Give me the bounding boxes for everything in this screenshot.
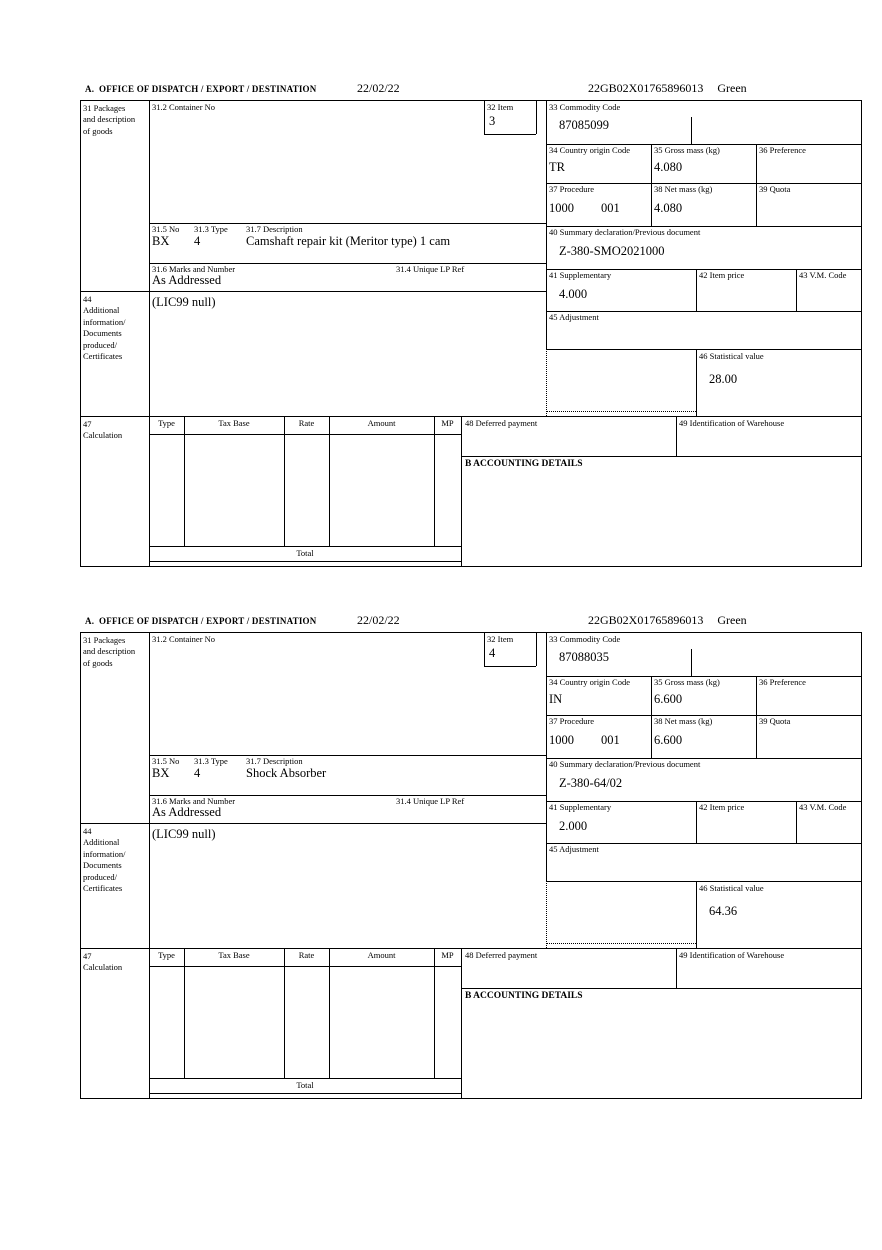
calc-type-header: Type bbox=[158, 950, 175, 960]
calc-table-bottom-border bbox=[149, 1093, 461, 1094]
calc-amount-header: Amount bbox=[367, 418, 396, 428]
net-mass-label: 38 Net mass (kg) bbox=[654, 184, 713, 194]
description-label: 31.7 Description bbox=[246, 756, 303, 766]
container-no-label: 31.2 Container No bbox=[152, 634, 216, 644]
statistical-value-label: 46 Statistical value bbox=[699, 351, 764, 361]
total-row-top-line bbox=[149, 546, 461, 547]
net-mass-label: 38 Net mass (kg) bbox=[654, 716, 713, 726]
item-price-label: 42 Item price bbox=[699, 270, 745, 280]
commodity-code-label: 33 Commodity Code bbox=[549, 634, 621, 644]
box47-number: 47 bbox=[83, 951, 92, 961]
item-cell-right-border bbox=[536, 101, 537, 134]
section-header bbox=[0, 80, 882, 100]
item-price-label: 42 Item price bbox=[699, 802, 745, 812]
date-value: 22/02/22 bbox=[357, 613, 400, 627]
accounting-details-label: B ACCOUNTING DETAILS bbox=[465, 459, 583, 469]
date-value: 22/02/22 bbox=[357, 81, 400, 95]
statistical-box-left-border bbox=[696, 349, 697, 416]
calculation-row-top-line bbox=[81, 416, 861, 417]
col-line bbox=[696, 269, 697, 311]
deferred-payment-label: 48 Deferred payment bbox=[465, 950, 538, 960]
statistical-dotted-left-border bbox=[546, 349, 547, 416]
procedure-label: 37 Procedure bbox=[549, 184, 595, 194]
vm-code-label: 43 V.M. Code bbox=[799, 270, 847, 280]
additional-info-value: (LIC99 null) bbox=[152, 295, 216, 309]
procedure-extension-value: 001 bbox=[601, 733, 620, 747]
container-no-label: 31.2 Container No bbox=[152, 102, 216, 112]
procedure-value: 1000 bbox=[549, 733, 574, 747]
calc-type-header: Type bbox=[158, 418, 175, 428]
commodity-code-subdivision-tick bbox=[691, 117, 692, 144]
supplementary-label: 41 Supplementary bbox=[549, 270, 612, 280]
country-origin-value: TR bbox=[549, 160, 565, 174]
col-line bbox=[651, 676, 652, 758]
declaration-item-section bbox=[0, 80, 882, 590]
box31-label: 31 Packages and description of goods bbox=[83, 635, 136, 668]
routing-value: Green bbox=[717, 613, 747, 627]
preference-label: 36 Preference bbox=[759, 145, 806, 155]
item-number-value: 3 bbox=[489, 114, 496, 128]
packages-type-label: 31.3 Type bbox=[194, 224, 228, 234]
mrn-value: 22GB02X01765896013 bbox=[588, 81, 704, 95]
accounting-top-line bbox=[461, 988, 861, 989]
packages-no-value: BX bbox=[152, 234, 170, 248]
calc-rate-header: Rate bbox=[298, 950, 315, 960]
item-cell-left-border bbox=[484, 633, 485, 666]
office-of-dispatch-label: A. OFFICE OF DISPATCH / EXPORT / DESTINATION bbox=[85, 84, 317, 94]
col-line bbox=[756, 676, 757, 758]
item-cell-bottom-border bbox=[484, 134, 536, 135]
row-line bbox=[81, 291, 546, 292]
item-cell-left-border bbox=[484, 101, 485, 134]
marks-and-number-label: 31.6 Marks and Number bbox=[152, 264, 236, 274]
adjustment-label: 45 Adjustment bbox=[549, 312, 599, 322]
gross-mass-value: 6.600 bbox=[654, 692, 683, 706]
additional-info-value: (LIC99 null) bbox=[152, 827, 216, 841]
goods-description-value: Camshaft repair kit (Meritor type) 1 cam bbox=[246, 234, 451, 248]
procedure-label: 37 Procedure bbox=[549, 716, 595, 726]
box44-number: 44 bbox=[83, 826, 92, 836]
country-origin-value: IN bbox=[549, 692, 563, 706]
box31-label: 31 Packages and description of goods bbox=[83, 103, 136, 136]
left-column-divider bbox=[149, 633, 150, 1098]
supplementary-value: 4.000 bbox=[559, 287, 588, 301]
box47-text: Calculation bbox=[83, 430, 123, 441]
item-cell-right-border bbox=[536, 633, 537, 666]
country-origin-label: 34 Country origin Code bbox=[549, 145, 630, 155]
supplementary-value: 2.000 bbox=[559, 819, 588, 833]
calc-col-line bbox=[434, 416, 435, 546]
col-line bbox=[651, 144, 652, 226]
gross-mass-value: 4.080 bbox=[654, 160, 683, 174]
marks-and-number-label: 31.6 Marks and Number bbox=[152, 796, 236, 806]
col-line bbox=[796, 269, 797, 311]
declaration-item-section bbox=[0, 612, 882, 1122]
calc-taxbase-header: Tax Base bbox=[218, 418, 250, 428]
col-line bbox=[676, 416, 677, 456]
commodity-code-value: 87088035 bbox=[559, 650, 609, 664]
packages-no-value: BX bbox=[152, 766, 170, 780]
dotted-row-line bbox=[546, 943, 696, 944]
section-header bbox=[0, 612, 882, 632]
marks-value: As Addressed bbox=[152, 273, 222, 287]
calc-col-line bbox=[284, 416, 285, 546]
calc-col-line bbox=[434, 948, 435, 1078]
calc-col-line bbox=[329, 416, 330, 546]
col-line bbox=[676, 948, 677, 988]
supplementary-label: 41 Supplementary bbox=[549, 802, 612, 812]
routing-value: Green bbox=[717, 81, 747, 95]
summary-declaration-label: 40 Summary declaration/Previous document bbox=[549, 227, 701, 237]
dotted-row-line bbox=[546, 411, 696, 412]
col-line bbox=[796, 801, 797, 843]
row-line bbox=[81, 823, 546, 824]
deferred-payment-label: 48 Deferred payment bbox=[465, 418, 538, 428]
total-label: Total bbox=[296, 548, 314, 558]
calc-table-bottom-border bbox=[149, 561, 461, 562]
preference-label: 36 Preference bbox=[759, 677, 806, 687]
calculation-row-top-line bbox=[81, 948, 861, 949]
warehouse-id-label: 49 Identification of Warehouse bbox=[679, 950, 785, 960]
item-number-value: 4 bbox=[489, 646, 496, 660]
row-line bbox=[546, 349, 861, 350]
summary-declaration-label: 40 Summary declaration/Previous document bbox=[549, 759, 701, 769]
vm-code-label: 43 V.M. Code bbox=[799, 802, 847, 812]
calc-table-right-border bbox=[461, 416, 462, 566]
warehouse-id-label: 49 Identification of Warehouse bbox=[679, 418, 785, 428]
calc-header-underline bbox=[149, 434, 461, 435]
box44-number: 44 bbox=[83, 294, 92, 304]
accounting-details-label: B ACCOUNTING DETAILS bbox=[465, 991, 583, 1001]
quota-label: 39 Quota bbox=[759, 716, 791, 726]
statistical-value-label: 46 Statistical value bbox=[699, 883, 764, 893]
adjustment-label: 45 Adjustment bbox=[549, 844, 599, 854]
row-line bbox=[546, 881, 861, 882]
goods-description-value: Shock Absorber bbox=[246, 766, 327, 780]
statistical-value: 64.36 bbox=[709, 904, 738, 918]
marks-value: As Addressed bbox=[152, 805, 222, 819]
statistical-value: 28.00 bbox=[709, 372, 738, 386]
previous-document-value: Z-380-SMO2021000 bbox=[559, 244, 665, 258]
item-cell-bottom-border bbox=[484, 666, 536, 667]
accounting-top-line bbox=[461, 456, 861, 457]
packages-no-label: 31.5 No bbox=[152, 224, 180, 234]
statistical-box-left-border bbox=[696, 881, 697, 948]
calc-col-line bbox=[284, 948, 285, 1078]
box47-number: 47 bbox=[83, 419, 92, 429]
packages-type-value: 4 bbox=[194, 766, 201, 780]
procedure-extension-value: 001 bbox=[601, 201, 620, 215]
col-line bbox=[696, 801, 697, 843]
description-label: 31.7 Description bbox=[246, 224, 303, 234]
item-label: 32 Item bbox=[487, 634, 514, 644]
packages-type-label: 31.3 Type bbox=[194, 756, 228, 766]
mrn-value: 22GB02X01765896013 bbox=[588, 613, 704, 627]
calc-header-underline bbox=[149, 966, 461, 967]
box47-label bbox=[83, 951, 139, 974]
col-line bbox=[756, 144, 757, 226]
movement-reference bbox=[588, 81, 747, 96]
calc-taxbase-header: Tax Base bbox=[218, 950, 250, 960]
calc-rate-header: Rate bbox=[298, 418, 315, 428]
total-label: Total bbox=[296, 1080, 314, 1090]
item-box bbox=[80, 100, 862, 567]
box44-text: Additional information/ Documents produced/ Certificates bbox=[83, 305, 126, 362]
country-origin-label: 34 Country origin Code bbox=[549, 677, 630, 687]
calc-mp-header: MP bbox=[441, 418, 454, 428]
office-of-dispatch-label: A. OFFICE OF DISPATCH / EXPORT / DESTINATION bbox=[85, 616, 317, 626]
calc-amount-header: Amount bbox=[367, 950, 396, 960]
item-box bbox=[80, 632, 862, 1099]
movement-reference bbox=[588, 613, 747, 628]
box47-label bbox=[83, 419, 139, 442]
item-label: 32 Item bbox=[487, 102, 514, 112]
unique-lp-ref-label: 31.4 Unique LP Ref bbox=[396, 264, 465, 274]
box47-text: Calculation bbox=[83, 962, 123, 973]
left-column-divider bbox=[149, 101, 150, 566]
commodity-code-subdivision-tick bbox=[691, 649, 692, 676]
total-row-top-line bbox=[149, 1078, 461, 1079]
net-mass-value: 6.600 bbox=[654, 733, 683, 747]
calc-col-line bbox=[184, 416, 185, 546]
statistical-dotted-left-border bbox=[546, 881, 547, 948]
commodity-code-label: 33 Commodity Code bbox=[549, 102, 621, 112]
box44-label bbox=[83, 826, 139, 895]
calc-mp-header: MP bbox=[441, 950, 454, 960]
commodity-code-value: 87085099 bbox=[559, 118, 609, 132]
gross-mass-label: 35 Gross mass (kg) bbox=[654, 677, 720, 687]
calc-table-right-border bbox=[461, 948, 462, 1098]
packages-no-label: 31.5 No bbox=[152, 756, 180, 766]
gross-mass-label: 35 Gross mass (kg) bbox=[654, 145, 720, 155]
previous-document-value: Z-380-64/02 bbox=[559, 776, 623, 790]
unique-lp-ref-label: 31.4 Unique LP Ref bbox=[396, 796, 465, 806]
quota-label: 39 Quota bbox=[759, 184, 791, 194]
box44-text: Additional information/ Documents produced/ Certificates bbox=[83, 837, 126, 894]
calc-col-line bbox=[329, 948, 330, 1078]
box44-label bbox=[83, 294, 139, 363]
packages-type-value: 4 bbox=[194, 234, 201, 248]
calc-col-line bbox=[184, 948, 185, 1078]
procedure-value: 1000 bbox=[549, 201, 574, 215]
net-mass-value: 4.080 bbox=[654, 201, 683, 215]
